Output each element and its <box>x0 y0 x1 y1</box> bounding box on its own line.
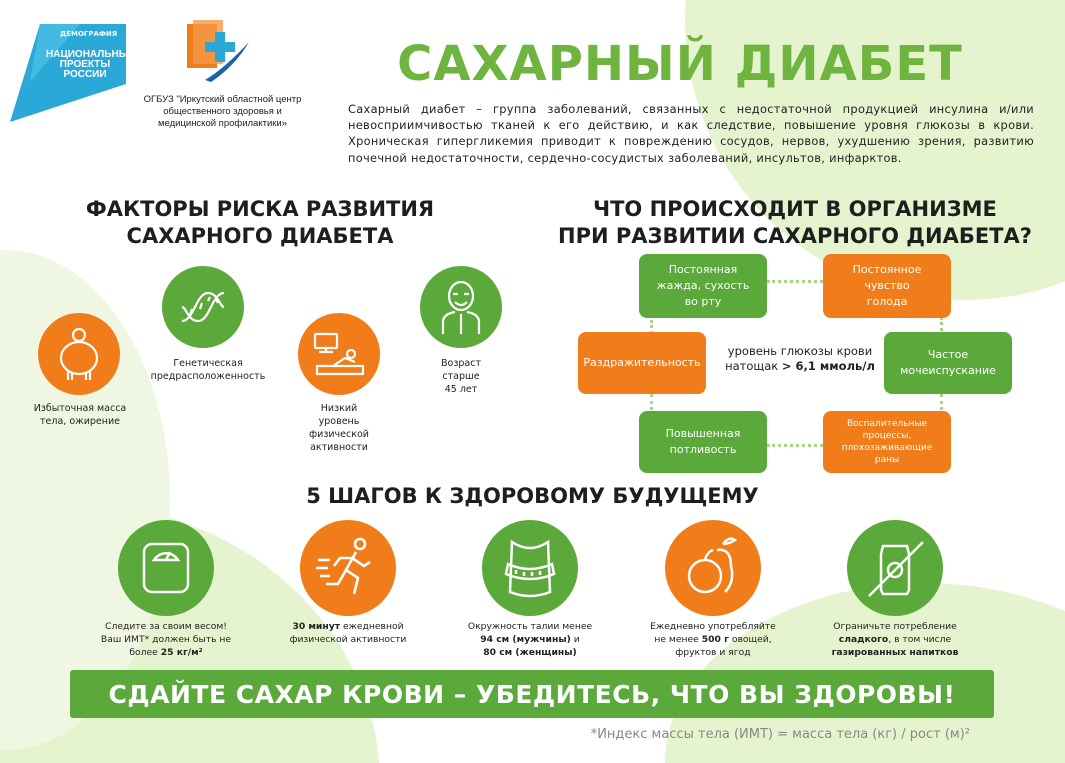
caption-line: более 25 кг/м² <box>129 647 203 658</box>
caption-line: не менее 500 г овощей, <box>654 634 772 645</box>
risk-caption-genetic: Генетическая предрасположенность <box>150 358 266 382</box>
np-title: НАЦИОНАЛЬНЫЕ ПРОЕКТЫ РОССИИ <box>46 49 136 80</box>
caption-line: газированных напитков <box>831 647 959 658</box>
symptom-irritability: Раздражительность <box>578 332 706 394</box>
steps-title: 5 ШАГОВ К ЗДОРОВОМУ БУДУЩЕМУ <box>306 484 759 508</box>
fruits-icon <box>665 520 761 616</box>
step-caption-activity <box>268 620 428 646</box>
connector <box>650 394 653 410</box>
tv-couch-icon <box>298 313 380 395</box>
caption-line: физической активности <box>289 634 407 645</box>
risk-factors-title: ФАКТОРЫ РИСКА РАЗВИТИЯ САХАРНОГО ДИАБЕТА <box>85 197 435 248</box>
symptom-sweating: Повышенная потливость <box>639 411 767 473</box>
elderly-man-icon <box>420 266 502 348</box>
connector <box>940 317 943 331</box>
scale-icon <box>118 520 214 616</box>
org-name: ОГБУЗ "Иркутский областной центр общественного здоровья и медицинской профилактики» <box>143 94 302 129</box>
step-caption-sugar <box>815 620 975 659</box>
waist-measure-icon <box>482 520 578 616</box>
intro-paragraph: Сахарный диабет – группа заболеваний, связанных с недостаточной продукцией инсулина и/или невосприимчивостью тканей к его действию, и как следствие, повышение уровня глюкозы в крови. Хроническая гипергликемия приводит к повреждению сосудов, нервов, ухудшению зрения, развитию почечной недостаточности, сердечно-сосудистых заболеваний, инсультов, инфарктов. <box>348 102 1034 165</box>
risk-caption-activity: Низкий уровень физической активности <box>309 403 369 453</box>
national-projects-logo <box>10 22 136 122</box>
symptom-urination: Частое мочеиспускание <box>884 332 1012 394</box>
symptom-wounds: Воспалительные процессы, плохозаживающие раны <box>823 411 951 473</box>
dna-icon <box>162 266 244 348</box>
no-soda-icon <box>847 520 943 616</box>
connector <box>767 280 823 283</box>
caption-line: Ваш ИМТ* должен быть не <box>100 634 232 645</box>
step-caption-weight <box>86 620 246 659</box>
step-caption-fruits <box>633 620 793 659</box>
risk-caption-overweight: Избыточная масса тела, ожирение <box>33 403 127 427</box>
caption-line: 94 см (мужчины) и <box>480 634 580 645</box>
caption-line: Окружность талии менее <box>467 621 593 632</box>
page-title: САХАРНЫЙ ДИАБЕТ <box>397 36 963 92</box>
what-happens-title: ЧТО ПРОИСХОДИТ В ОРГАНИЗМЕ ПРИ РАЗВИТИИ САХАРНОГО ДИАБЕТА? <box>558 197 1032 248</box>
caption-line: 30 минут ежедневной <box>292 621 404 632</box>
bmi-footnote: *Индекс массы тела (ИМТ) = масса тела (кг) / рост (м)² <box>590 727 970 742</box>
overweight-person-icon <box>38 313 120 395</box>
glucose-threshold: уровень глюкозы крови натощак > 6,1 ммоль/л <box>725 344 875 373</box>
caption-line: фруктов и ягод <box>675 647 751 658</box>
caption-line: Следите за своим весом! <box>105 621 227 632</box>
np-small-label: ДЕМОГРАФИЯ <box>60 30 118 38</box>
caption-line: Ежедневно употребляйте <box>650 621 776 632</box>
risk-caption-age: Возраст старше 45 лет <box>441 358 481 395</box>
running-man-icon <box>300 520 396 616</box>
caption-line: Ограничьте потребление <box>833 621 957 632</box>
step-caption-waist <box>450 620 610 659</box>
call-to-action-banner: СДАЙТЕ САХАР КРОВИ – УБЕДИТЕСЬ, ЧТО ВЫ ЗДОРОВЫ! <box>70 670 994 718</box>
symptom-thirst: Постоянная жажда, сухость во рту <box>639 254 767 318</box>
caption-line: 80 см (женщины) <box>483 647 577 658</box>
org-logo-icon <box>185 18 251 84</box>
symptom-hunger: Постоянное чувство голода <box>823 254 951 318</box>
connector <box>940 394 943 410</box>
caption-line: сладкого, в том числе <box>838 634 952 645</box>
connector <box>767 444 823 447</box>
